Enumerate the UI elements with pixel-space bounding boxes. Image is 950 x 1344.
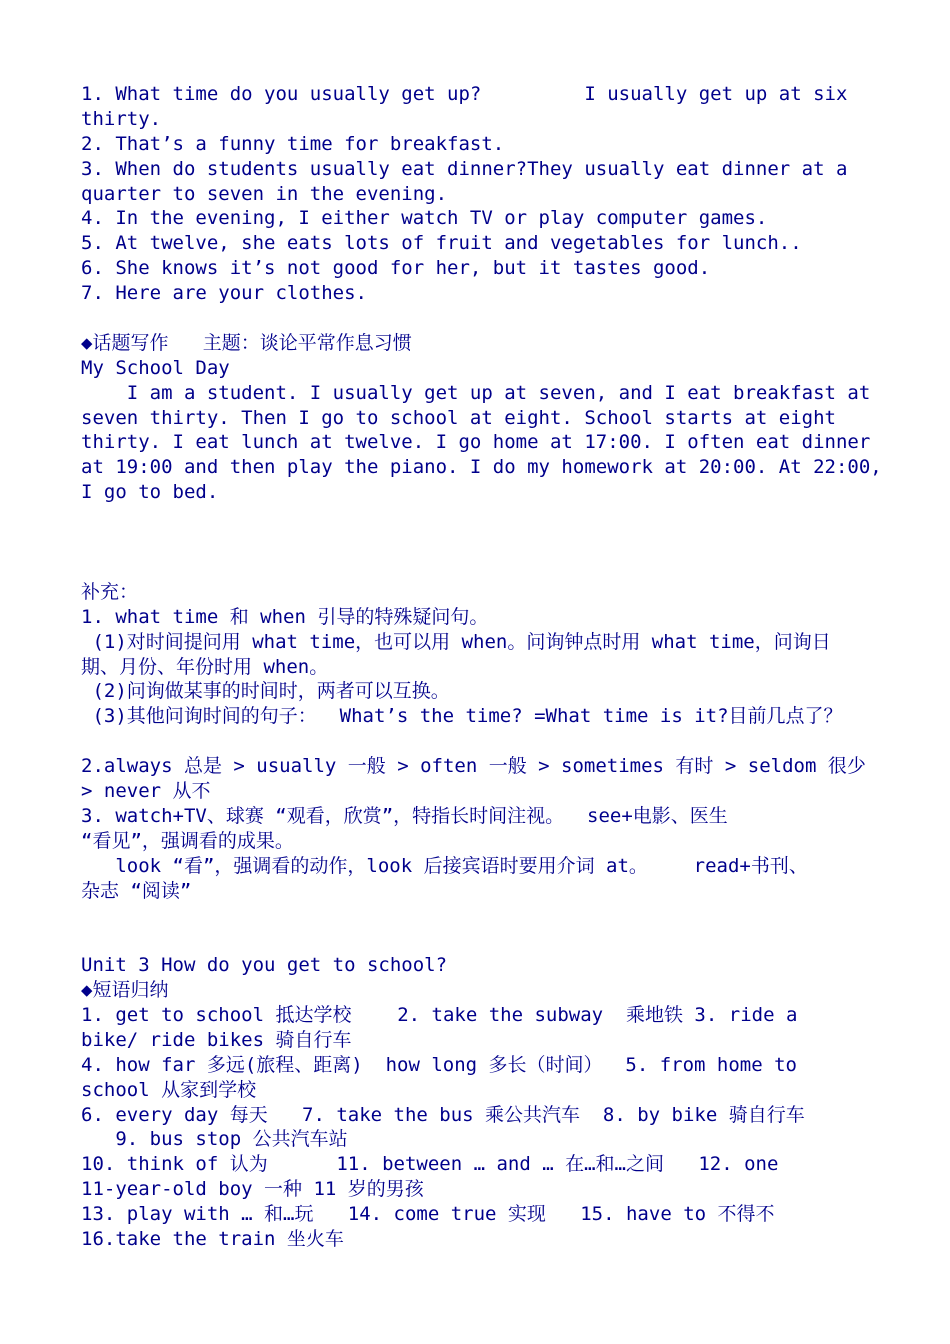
text-line: 杂志 “阅读” — [81, 879, 192, 902]
text-line: quarter to seven in the evening. — [81, 182, 448, 205]
text-line: thirty. — [81, 107, 162, 130]
text-line: 4. In the evening, I either watch TV or play computer games. — [81, 207, 768, 230]
phrase-line: 16.take the train 坐火车 — [81, 1228, 344, 1250]
text-line: > never 从不 — [81, 779, 211, 802]
spacer — [81, 505, 881, 580]
text-line: 3. When do students usually eat dinner?They usually eat dinner at a — [81, 157, 848, 180]
writing-section — [81, 331, 881, 505]
spacer — [81, 903, 881, 953]
text-line: 6. She knows it’s not good for her, but it tastes good. — [81, 257, 711, 280]
essay-line: I am a student. I usually get up at seven, and I eat breakfast at — [81, 381, 871, 404]
sentences-section — [81, 82, 881, 306]
phrase-line: school 从家到学校 — [81, 1078, 257, 1101]
text-line: (1)对时间提问用 what time，也可以用 when。问询钟点时用 what time，问询日 — [81, 630, 831, 653]
text-line: 2. That’s a funny time for breakfast. — [81, 132, 505, 155]
essay-line: I go to bed. — [81, 481, 219, 504]
unit3-section — [81, 953, 881, 1252]
text-line: (2)问询做某事的时间时，两者可以互换。 — [81, 680, 450, 703]
text-line: 3. watch+TV、球赛 “观看，欣赏”，特指长时间注视。 see+电影、医生 — [81, 804, 728, 827]
text-line: 7. Here are your clothes. — [81, 282, 367, 305]
phrase-line: bike/ ride bikes 骑自行车 — [81, 1028, 352, 1051]
essay-line: at 19:00 and then play the piano. I do my homework at 20:00. At 22:00, — [81, 456, 882, 479]
essay-line: thirty. I eat lunch at twelve. I go home at 17:00. I often eat dinner — [81, 431, 871, 454]
phrase-line: 4. how far 多远(旅程、距离) how long 多长（时间） 5. from home to — [81, 1053, 797, 1076]
text-line: look “看”，强调看的动作，look 后接宾语时要用介词 at。 read+书刊、 — [81, 854, 808, 877]
essay-title: My School Day — [81, 356, 230, 379]
phrase-line: 13. play with … 和…玩 14. come true 实现 15. have to 不得不 — [81, 1203, 775, 1226]
supplement-heading: 补充： — [81, 580, 139, 603]
phrase-line: 10. think of 认为 11. between … and … 在…和…之间 12. one — [81, 1153, 779, 1176]
text-line: 5. At twelve, she eats lots of fruit and vegetables for lunch.. — [81, 232, 802, 255]
spacer — [81, 729, 881, 754]
text-line: 1. What time do you usually get up? I usually get up at six — [81, 83, 848, 105]
unit-title: Unit 3 How do you get to school? — [81, 954, 448, 977]
writing-heading: ◆话题写作 主题：谈论平常作息习惯 — [81, 331, 412, 354]
text-line: “看见”，强调看的成果。 — [81, 829, 294, 852]
text-line: 期、月份、年份时用 when。 — [81, 655, 329, 678]
text-line: (3)其他问询时间的句子： What’s the time? =What time is it?目前几点了？ — [81, 705, 843, 728]
phrase-line: 1. get to school 抵达学校 2. take the subway 乘地铁 3. ride a — [81, 1003, 798, 1026]
phrases-heading: ◆短语归纳 — [81, 979, 169, 1002]
supplement-section — [81, 580, 881, 904]
phrase-line: 11-year-old boy 一种 11 岁的男孩 — [81, 1178, 424, 1201]
spacer — [81, 306, 881, 331]
phrase-line: 6. every day 每天 7. take the bus 乘公共汽车 8. by bike 骑自行车 — [81, 1103, 805, 1126]
document-page — [81, 82, 881, 1252]
text-line: 2.always 总是 > usually 一般 > often 一般 > sometimes 有时 > seldom 很少 — [81, 755, 866, 778]
essay-line: seven thirty. Then I go to school at eight. School starts at eight — [81, 406, 836, 429]
phrase-line: 9. bus stop 公共汽车站 — [81, 1128, 348, 1151]
text-line: 1. what time 和 when 引导的特殊疑问句。 — [81, 605, 489, 628]
